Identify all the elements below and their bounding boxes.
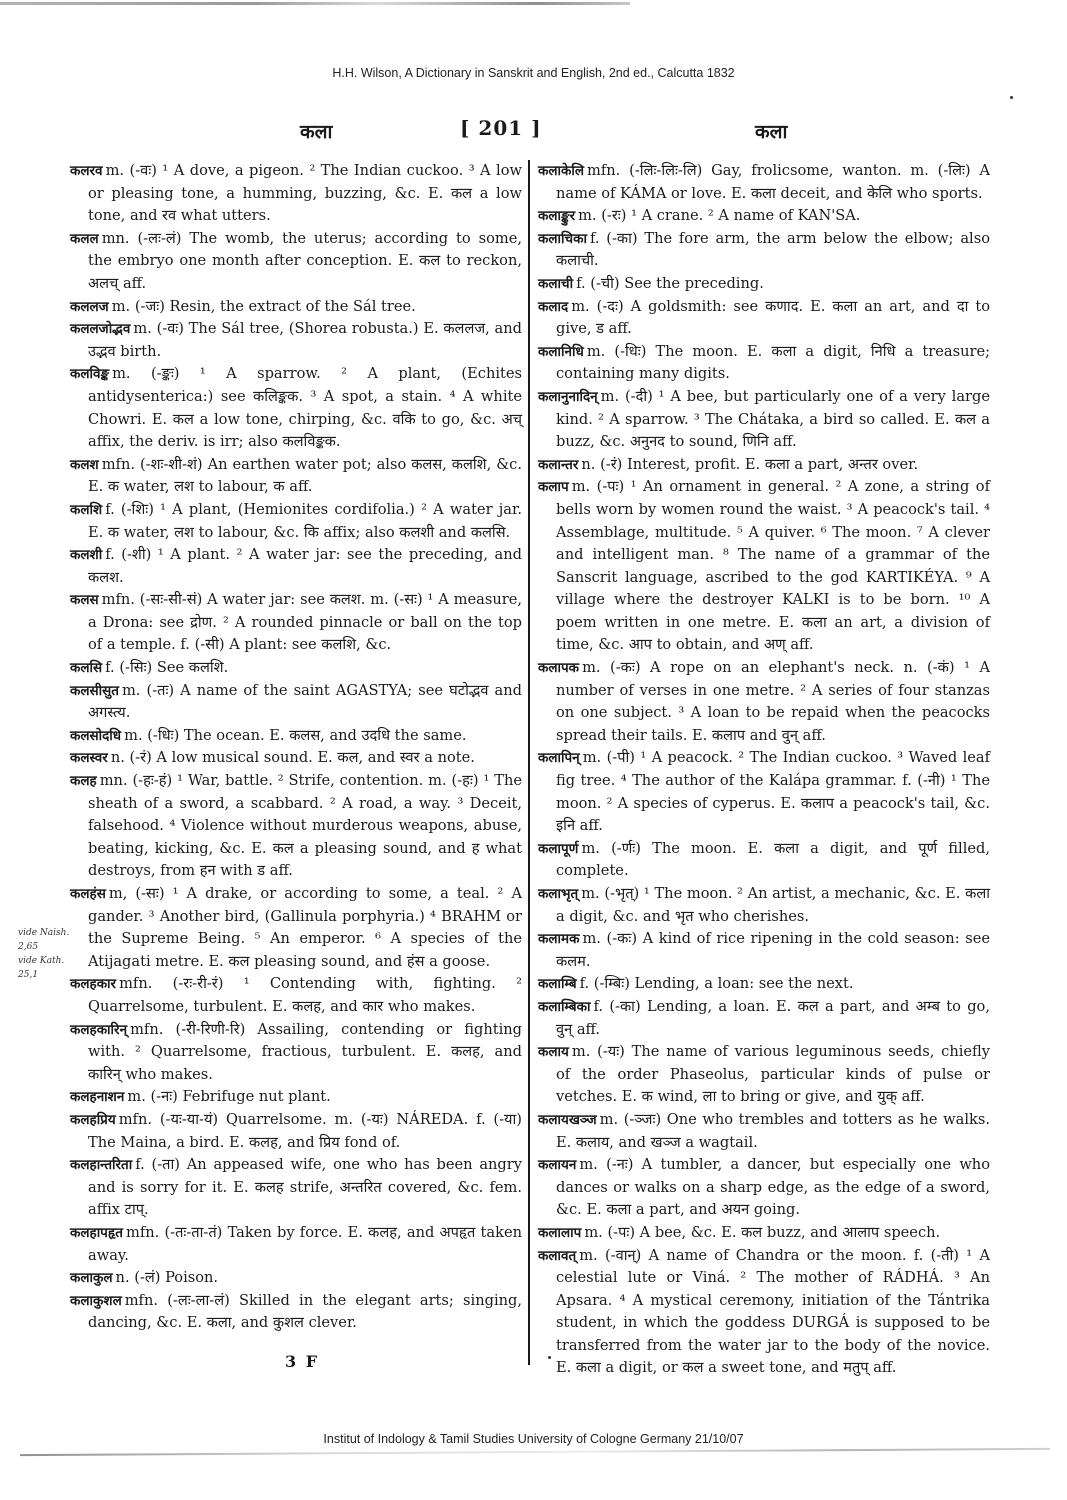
entry-headword: कलाचिका (538, 230, 587, 247)
handwritten-margin-note (18, 926, 78, 982)
dictionary-entry (538, 996, 990, 1041)
entry-definition: m. (-ङ्कः) ¹ A sparrow. ² A plant, (Echites antidysenterica:) see कलिङ्कक. ³ A spot, a stain. ⁴ A white Chowri. E. कल a low tone, chirping, &c. वकि to go, &c. अच् affix, the deriv. is irr; also कलविङ्कक. (88, 365, 522, 451)
scan-speck (548, 1356, 551, 1359)
dictionary-entry (70, 1267, 522, 1290)
entry-definition: f. (-शी) ¹ A plant. ² A water jar: see the preceding, and कलश. (88, 546, 522, 586)
dictionary-entry (70, 680, 522, 725)
entry-definition: f. (-का) The fore arm, the arm below the elbow; also कलाची. (556, 229, 990, 270)
scan-edge-top (0, 2, 630, 5)
page-number: [ 201 ] (460, 116, 542, 140)
dictionary-entry (70, 883, 522, 973)
entry-headword: कलालाप (538, 1224, 582, 1241)
entry-definition: m. (-दः) A goldsmith: see कणाद. E. कला an art, and दा to give, ड aff. (556, 297, 990, 338)
entry-headword: कलाप (538, 479, 569, 496)
dictionary-entry (538, 454, 990, 477)
dictionary-entry (538, 205, 990, 228)
dictionary-entry (70, 973, 522, 1018)
dictionary-entry (538, 273, 990, 296)
dictionary-entry (538, 838, 990, 883)
entry-headword: कलामक (538, 931, 580, 948)
dictionary-entry (538, 1041, 990, 1109)
dictionary-entry (70, 1086, 522, 1109)
dictionary-entry (70, 1290, 522, 1335)
entry-definition: mfn. (-लः-ला-लं) Skilled in the elegant arts; singing, dancing, &c. E. कला, and कुशल clever. (88, 1291, 522, 1332)
dictionary-entry (538, 973, 990, 996)
entry-definition: mfn. (-लिः-लिः-लि) Gay, frolicsome, wanton. m. (-लिः) A name of KÁMA or love. E. कला deceit, and केलि who sports. (556, 162, 990, 202)
entry-headword: कलरव (70, 163, 103, 179)
dictionary-entry (538, 296, 990, 341)
entry-definition: f. (-का) Lending, a loan. E. कल a part, and अम्ब to go, वुन् aff. (556, 997, 990, 1038)
dictionary-entry (538, 1222, 990, 1245)
signature-mark: 3 F (285, 1352, 320, 1371)
entry-headword: कलसोदधि (70, 727, 122, 744)
dictionary-entry (538, 928, 990, 973)
entry-headword: कलहकारिन् (70, 1021, 128, 1038)
entry-headword: कलानिधि (538, 343, 584, 360)
entry-headword: कलाकेलि (538, 163, 585, 179)
entry-definition: mn. (-हः-हं) ¹ War, battle. ² Strife, contention. m. (-हः) ¹ The sheath of a sword, a scabbard. ² A road, a way. ³ Deceit, falsehood. ⁴ Violence without murderous weapons, abuse, beating, kicking, &c. E. कल a pleasing sound, and ह what destroys, from हन with ड aff. (88, 772, 522, 880)
entry-headword: कलल (70, 230, 99, 247)
entry-definition: m. (-पः) A bee, &c. E. कल buzz, and आलाप speech. (584, 1223, 941, 1241)
entry-headword: कलहकार (70, 976, 117, 993)
dictionary-entry (538, 657, 990, 747)
entry-definition: m. (-भृत्) ¹ The moon. ² An artist, a mechanic, &c. E. कला a digit, &c. and भृत who cherishes. (556, 885, 990, 925)
dictionary-entry (538, 228, 990, 273)
entry-definition: m. (-कः) A rope on an elephant's neck. n. (-कं) ¹ A number of verses in one metre. ² A series of four stanzas on one subject. ³ A loan to be repaid when the peacocks spread their tails. E. कलाप and वुन् aff. (556, 659, 990, 744)
entry-headword: कलश (70, 456, 99, 473)
entry-definition: mfn. (-री-रिणी-रि) Assailing, contending or fighting with. ² Quarrelsome, fractious, turbulent. E. कलह, and कारिन् who makes. (88, 1020, 522, 1083)
right-column (538, 160, 990, 1380)
entry-definition: mfn. (-शः-शी-शं) An earthen water pot; also कलस, कलशि, &c. E. क water, लश to labour, क aff. (88, 455, 522, 496)
entry-definition: m. (-जः) Resin, the extract of the Sál tree. (111, 297, 416, 315)
dictionary-entry (538, 341, 990, 386)
entry-headword: कलायन (538, 1157, 577, 1174)
dictionary-entry (70, 318, 522, 363)
entry-headword: कलाम्बिका (538, 998, 591, 1015)
entry-headword: कलसीसुत (70, 682, 119, 699)
dictionary-entry (70, 589, 522, 657)
entry-headword: कलाची (538, 275, 574, 292)
running-head-left: कला (300, 121, 333, 143)
entry-headword: कलस (70, 592, 99, 609)
entry-headword: कलावत् (538, 1247, 577, 1264)
entry-definition: m. (-नः) A tumbler, a dancer, but especially one who dances or walks on a sharp edge, as the edge of a sword, &c. E. कला a part, and अयन going. (556, 1156, 990, 1219)
entry-headword: कलानुनादिन् (538, 388, 598, 405)
entry-definition: mfn. (-रः-री-रं) ¹ Contending with, fighting. ² Quarrelsome, turbulent. E. कलह, and कार who makes. (88, 975, 522, 1015)
margin-note-line: vide Naish. 2,65 (18, 928, 70, 952)
column-divider (528, 160, 530, 1365)
entry-headword: कलहान्तरिता (70, 1157, 133, 1174)
entry-definition: n. (-रं) Interest, profit. E. कला a part, अन्तर over. (581, 455, 919, 473)
entry-headword: कलाद (538, 298, 569, 315)
dictionary-entry (538, 747, 990, 837)
entry-headword: कलान्तर (538, 456, 579, 473)
scan-edge-bottom (20, 1448, 1050, 1456)
entry-definition: n. (-लं) Poison. (115, 1269, 219, 1287)
entry-definition: f. (-सिः) See कलशि. (105, 659, 229, 677)
entry-definition: mfn. (-यः-या-यं) Quarrelsome. m. (-यः) NÁREDA. f. (-या) The Maina, a bird. E. कलह, and प्रिय fond of. (88, 1110, 522, 1151)
entry-definition: m. (-वः) The Sál tree, (Shorea robusta.) E. कललज, and उद्भव birth. (88, 320, 522, 360)
dictionary-entry (70, 228, 522, 296)
entry-definition: m. (-दी) ¹ A bee, but particularly one of a very large kind. ² A sparrow. ³ The Chátaka, a bird so called. E. कल a buzz, &c. अनुनद to sound, णिनि aff. (556, 387, 990, 451)
entry-headword: कलह (70, 773, 97, 790)
entry-headword: कलविङ्क (70, 366, 110, 383)
dictionary-entry (538, 386, 990, 454)
scan-speck (1010, 96, 1013, 99)
entry-definition: m. (-पी) ¹ A peacock. ² The Indian cuckoo. ³ Waved leaf fig tree. ⁴ The author of the Kalápa grammar. f. (-नी) ¹ The moon. ² A species of cyperus. E. कलाप a peacock's tail, &c. इनि aff. (556, 749, 990, 835)
entry-headword: कलापिन् (538, 750, 580, 767)
dictionary-entry (70, 1154, 522, 1222)
dictionary-entry (70, 296, 522, 319)
entry-headword: कललज (70, 298, 109, 315)
entry-headword: कलापक (538, 660, 580, 677)
dictionary-entry (70, 1222, 522, 1267)
dictionary-entry (538, 883, 990, 928)
entry-headword: कलहापहृत (70, 1224, 123, 1241)
entry-definition: m. (-धिः) The ocean. E. कलस, and उदधि the same. (124, 726, 467, 744)
entry-headword: कलायखञ्ज (538, 1111, 597, 1128)
entry-definition: m. (-र्णः) The moon. E. कला a digit, and पूर्ण filled, complete. (556, 839, 990, 880)
entry-headword: कलाम्बि (538, 976, 577, 993)
entry-definition: m. (-वान्) A name of Chandra or the moon. f. (-ती) ¹ A celestial lute or Viná. ² The mother of RÁDHÁ. ³ An Apsara. ⁴ A mystical ceremony, initiation of the Tántrika student, in which the goddess DURGÁ is supposed to be transferred from the water jar to the body of the novice. E. कला a digit, or कल a sweet tone, and मतुप् aff. (556, 1246, 990, 1377)
dictionary-entry (538, 1245, 990, 1381)
entry-definition: m. (-वः) ¹ A dove, a pigeon. ² The Indian cuckoo. ³ A low or pleasing tone, a humming, buzzing, &c. E. कल a low tone, and रव what utters. (88, 162, 522, 225)
entry-headword: कलहप्रिय (70, 1111, 116, 1128)
entry-headword: कलाकुशल (70, 1292, 122, 1309)
entry-definition: mfn. (-सः-सी-सं) A water jar: see कलश. m. (-सः) ¹ A measure, a Drona: see द्रोण. ² A rounded pinnacle or ball on the top of a temple. f. (-सी) A plant: see कलशि, &c. (88, 591, 522, 654)
entry-definition: m. (-तः) A name of the saint AGASTYA; see घटोद्भव and अगस्त्य. (88, 681, 522, 722)
entry-definition: m. (-रः) ¹ A crane. ² A name of KAN'SA. (578, 207, 861, 225)
entry-headword: कलशि (70, 501, 103, 518)
dictionary-entry (70, 544, 522, 589)
entry-definition: mn. (-लः-लं) The womb, the uterus; according to some, the embryo one month after conception. E. कल to reckon, अलच् aff. (88, 229, 522, 292)
entry-headword: कलस्वर (70, 750, 108, 767)
dictionary-entry (70, 499, 522, 544)
source-header: H.H. Wilson, A Dictionary in Sanskrit and English, 2nd ed., Calcutta 1832 (332, 66, 735, 80)
entry-headword: कलाङ्कुर (538, 208, 576, 225)
entry-definition: f. (-ची) See the preceding. (576, 274, 764, 292)
left-column (70, 160, 522, 1335)
dictionary-entry (70, 747, 522, 770)
entry-headword: कलाकुल (70, 1270, 113, 1287)
dictionary-entry (70, 160, 522, 228)
entry-definition: m. (-यः) The name of various leguminous seeds, chiefly of the order Phaseolus, particular kinds of pulse or vetches. E. क wind, ला to bring or give, and युक् aff. (556, 1043, 990, 1106)
entry-definition: mfn. (-तः-ता-तं) Taken by force. E. कलह, and अपहृत taken away. (88, 1223, 522, 1264)
entry-definition: f. (-म्बिः) Lending, a loan: see the next. (579, 975, 854, 993)
dictionary-entry (538, 476, 990, 657)
entry-definition: m. (-कः) A kind of rice ripening in the cold season: see कलम. (556, 930, 990, 970)
entry-definition: f. (-शिः) ¹ A plant, (Hemionites cordifolia.) ² A water jar. E. क water, लश to labour, &c. कि affix; also कलशी and कलसि. (88, 500, 522, 541)
entry-headword: कलहनाशन (70, 1089, 125, 1106)
dictionary-entry (538, 160, 990, 205)
dictionary-entry (70, 657, 522, 680)
dictionary-entry (538, 1109, 990, 1154)
dictionary-entry (70, 454, 522, 499)
entry-definition: f. (-ता) An appeased wife, one who has been angry and is sorry for it. E. कलह strife, अन्तरित covered, &c. fem. affix टाप्. (88, 1156, 522, 1219)
entry-definition: m. (-ञ्जः) One who trembles and totters as he walks. E. कलाय, and खञ्ज a wagtail. (556, 1110, 990, 1151)
dictionary-entry (70, 363, 522, 453)
entry-definition: m. (-धिः) The moon. E. कला a digit, निधि a treasure; containing many digits. (556, 342, 990, 383)
dictionary-entry (70, 725, 522, 748)
dictionary-entry (70, 1019, 522, 1087)
entry-headword: कलापूर्ण (538, 840, 579, 857)
entry-headword: कललजोद्भव (70, 321, 131, 338)
entry-headword: कलाय (538, 1044, 569, 1061)
entry-definition: m, (-सः) ¹ A drake, or according to some, a teal. ² A gander. ³ Another bird, (Gallinula porphyria.) ⁴ BRAHM or the Supreme Being. ⁵ An emperor. ⁶ A species of the Atijagati metre. E. कल pleasing sound, and हंस a goose. (88, 885, 522, 970)
entry-headword: कलाभृत् (538, 886, 579, 902)
dictionary-entry (70, 1109, 522, 1154)
dictionary-entry (538, 1154, 990, 1222)
dictionary-entry (70, 770, 522, 883)
entry-definition: m. (-नः) Febrifuge nut plant. (127, 1088, 331, 1106)
running-head-right: कला (755, 121, 788, 143)
footer-credit: Institut of Indology & Tamil Studies University of Cologne Germany 21/10/07 (323, 1432, 744, 1446)
entry-definition: m. (-पः) ¹ An ornament in general. ² A zone, a string of bells worn by women round the waist. ³ A peacock's tail. ⁴ Assemblage, multitude. ⁵ A quiver. ⁶ The moon. ⁷ A clever and intelligent man. ⁸ The name of a grammar of the Sanscrit language, ascribed to the god KARTIKÉYA. ⁹ A village where the destroyer KALKI is to be born. ¹⁰ A poem written in one metre. E. कला an art, a division of time, &c. आप to obtain, and अण् aff. (556, 478, 990, 654)
margin-note-line: vide Kath. 25,1 (18, 956, 65, 980)
running-head (0, 114, 1067, 144)
entry-headword: कलसि (70, 660, 103, 677)
entry-headword: कलशी (70, 547, 103, 564)
entry-headword: कलहंस (70, 886, 106, 902)
entry-definition: n. (-रं) A low musical sound. E. कल, and स्वर a note. (110, 749, 475, 767)
